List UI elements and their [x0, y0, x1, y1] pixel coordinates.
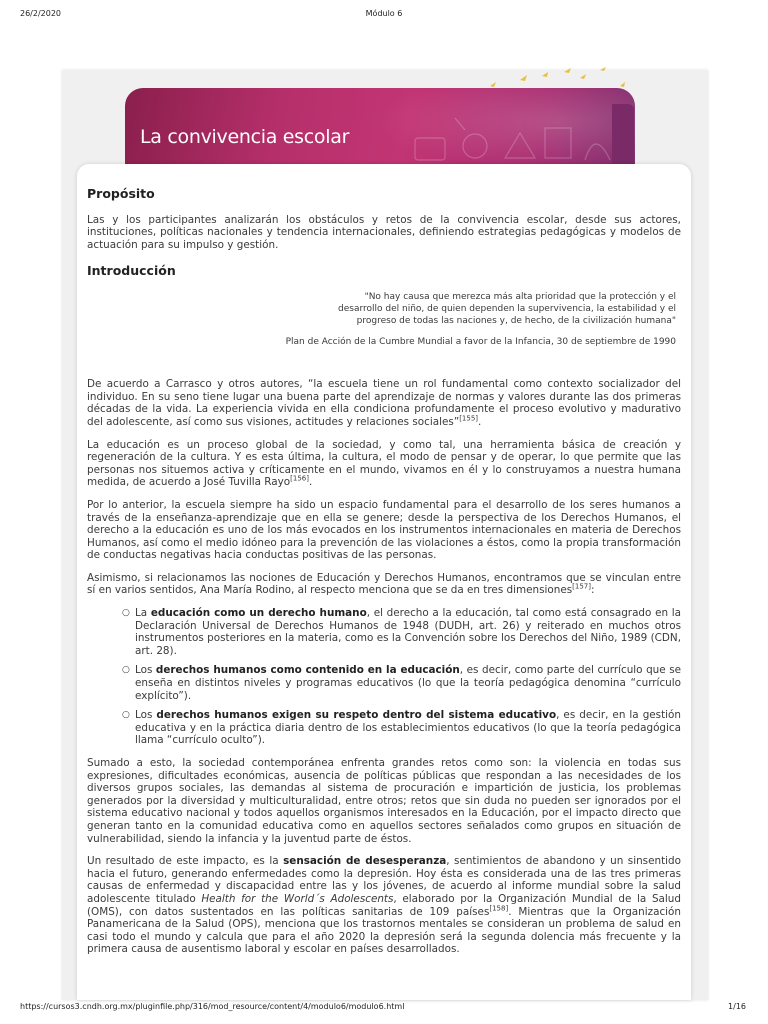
paragraph-5: Sumado a esto, la sociedad contemporánea enfrenta grandes retos como son: la violencia en todas sus expresiones, dificultades económicas, ausencia de políticas públicas que respondan a las necesidades de los diversos grupos sociales, las demandas al sistema de procuración e impartición de justicia, los problemas generados por la diversidad y multiculturalidad, entre otros; retos que sin duda no pueden ser ignorados por el sistema educativo nacional y todos aquellos organismos interesados en la Educación, por el impacto directo que generan tanto en la comunidad educativa como en aquellos sectores señalados como grupos en situación de vulnerabilidad, siendo la infancia y la juventud parte de éstos. [87, 757, 681, 845]
print-url: https://cursos3.cndh.org.mx/pluginfile.php/316/mod_resource/content/4/modulo6/modulo6.html [20, 1002, 405, 1011]
paragraph-text: , elaborado por la Organización Mundial de la Salud (OMS), con datos sustentados en las políticas sanitarias de 109 países [87, 892, 681, 918]
paragraph-text: . Mientras que la Organización Panamericana de la Salud (OPS), menciona que los trastornos mentales se consideran un problema de salud en casi todo el mundo y calcula que para el año 2020 la depresión será la segunda dolencia más frecuente y la primera causa de ausentismo laboral y escolar en países desarrollados. [87, 905, 681, 956]
item-bold: educación como un derecho humano [150, 607, 367, 620]
footnote-ref-156[interactable]: [156] [290, 474, 309, 483]
list-item [122, 664, 681, 702]
item-post: , el derecho a la educación, tal como está consagrado en la Declaración Universal de Derechos Humanos de 1948 (DUDH, art. 26) y reiterado en muchos otros instrumentos posteriores en la materia, como es la Convención sobre los Derechos del Niño, 1989 (CDN, art. 28). [135, 607, 681, 657]
print-header [0, 9, 768, 23]
bullet-icon: ○ [122, 665, 130, 676]
print-title: Módulo 6 [365, 9, 403, 18]
item-pre: La [135, 607, 151, 620]
quote-line: desarrollo del niño, de quien dependen la supervivencia, la estabilidad y el [338, 304, 676, 315]
item-pre: Los [135, 664, 156, 677]
paragraph-end: : [591, 584, 595, 597]
paragraph-text: La educación es un proceso global de la sociedad, y como tal, una herramienta básica de creación y regeneración de la cultura. Y es esta última, la cultura, el modo de pensar y de operar, lo que permite que las personas nos situemos activa y críticamente en el mundo, vivamos en él y lo construyamos a nuestra humana medida, de acuerdo a José Tuvilla Rayo [87, 438, 681, 489]
footnote-ref-155[interactable]: [155] [459, 414, 479, 423]
list-item [122, 709, 681, 747]
paragraph-text: Un resultado de este impacto, es la [87, 855, 284, 868]
birds-icon [480, 66, 640, 106]
paragraph-text: De acuerdo a Carrasco y otros autores, “la escuela tiene un rol fundamental como contexto socializador del individuo. En su seno tiene lugar una buena parte del aprendizaje de normas y valores durante las dos primeras décadas de la vida. La experiencia vivida en ella condiciona profundamente el proceso evolutivo y madurativo del adolescente, así como sus visiones, actitudes y relaciones sociales” [87, 378, 681, 428]
item-post: , es decir, en la gestión educativa y en la práctica diaria dentro de los establecimientos educativos (lo que la teoría pedagógica llama “currículo oculto”). [135, 709, 681, 747]
epigraph-quote [147, 291, 676, 328]
bullet-icon: ○ [122, 608, 130, 619]
proposito-heading: Propósito [87, 186, 155, 201]
paragraph-6 [87, 855, 681, 956]
paragraph-2 [87, 439, 681, 489]
module-content [87, 188, 681, 966]
quote-source: Plan de Acción de la Cumbre Mundial a favor de la Infancia, 30 de septiembre de 1990 [285, 336, 676, 347]
dimensions-list [87, 607, 681, 747]
introduccion-heading: Introducción [87, 263, 176, 279]
footnote-ref-158[interactable]: [158] [489, 904, 509, 913]
proposito-text: Las y los participantes analizarán los obstáculos y retos de la convivencia escolar, desde sus actores, instituciones, políticas nacionales y tendencia internacionales, definiendo estrategias pedagógicas y modelos de actuación para su impulso y gestión. [87, 213, 681, 251]
item-pre: Los [135, 709, 157, 722]
emphasis: sensación de desesperanza [283, 855, 447, 868]
list-item [122, 607, 681, 657]
paragraph-end: . [309, 476, 313, 489]
paragraph-4 [87, 572, 681, 597]
paragraph-1 [87, 378, 681, 428]
item-post: , es decir, como parte del currículo que se enseña en distintos niveles y programas educativos (lo que la teoría pedagógica denomina “currículo explícito”). [135, 664, 681, 702]
banner-ribbon [612, 104, 634, 166]
banner-doodles-icon [395, 108, 635, 172]
print-footer [0, 1002, 768, 1016]
paragraph-end: . [478, 415, 482, 428]
report-title: Health for the World´s Adolescents [201, 892, 394, 905]
paragraph-3: Por lo anterior, la escuela siempre ha sido un espacio fundamental para el desarrollo de los seres humanos a través de la enseñanza-aprendizaje que en ella se genere; desde la perspectiva de los Derechos Humanos, el derecho a la educación es uno de los más evocados en los instrumentos internacionales en materia de Derechos Humanos, así como el medio idóneo para la prevención de las violaciones a éstos, como la propia transformación de conductas negativas hacia conductas positivas de las personas. [87, 498, 681, 562]
quote-line: "No hay causa que merezca más alta prioridad que la protección y el [364, 291, 676, 302]
footnote-ref-157[interactable]: [157] [572, 583, 591, 592]
quote-line: progreso de todas las naciones y, de hecho, de la civilización humana" [356, 316, 676, 327]
item-bold: derechos humanos como contenido en la educación [155, 664, 460, 677]
print-date: 26/2/2020 [20, 9, 62, 18]
banner-title: La convivencia escolar [140, 126, 350, 148]
item-bold: derechos humanos exigen su respeto dentro del sistema educativo [156, 709, 557, 722]
print-page-number: 1/16 [728, 1002, 746, 1011]
paragraph-text: Asimismo, si relacionamos las nociones de Educación y Derechos Humanos, encontramos que se vinculan entre sí en varios sentidos, Ana María Rodino, al respecto menciona que se da en tres dimensiones [87, 571, 681, 597]
paragraph-text: , sentimientos de abandono y un sinsentido hacia el futuro, generando enfermedades como la depresión. Hoy ésta es considerada una de las tres primeras causas de enfermedad y discapacidad entre las y los jóvenes, de acuerdo al informe mundial sobre la salud adolescente titulado [87, 855, 681, 905]
bullet-icon: ○ [122, 710, 130, 721]
